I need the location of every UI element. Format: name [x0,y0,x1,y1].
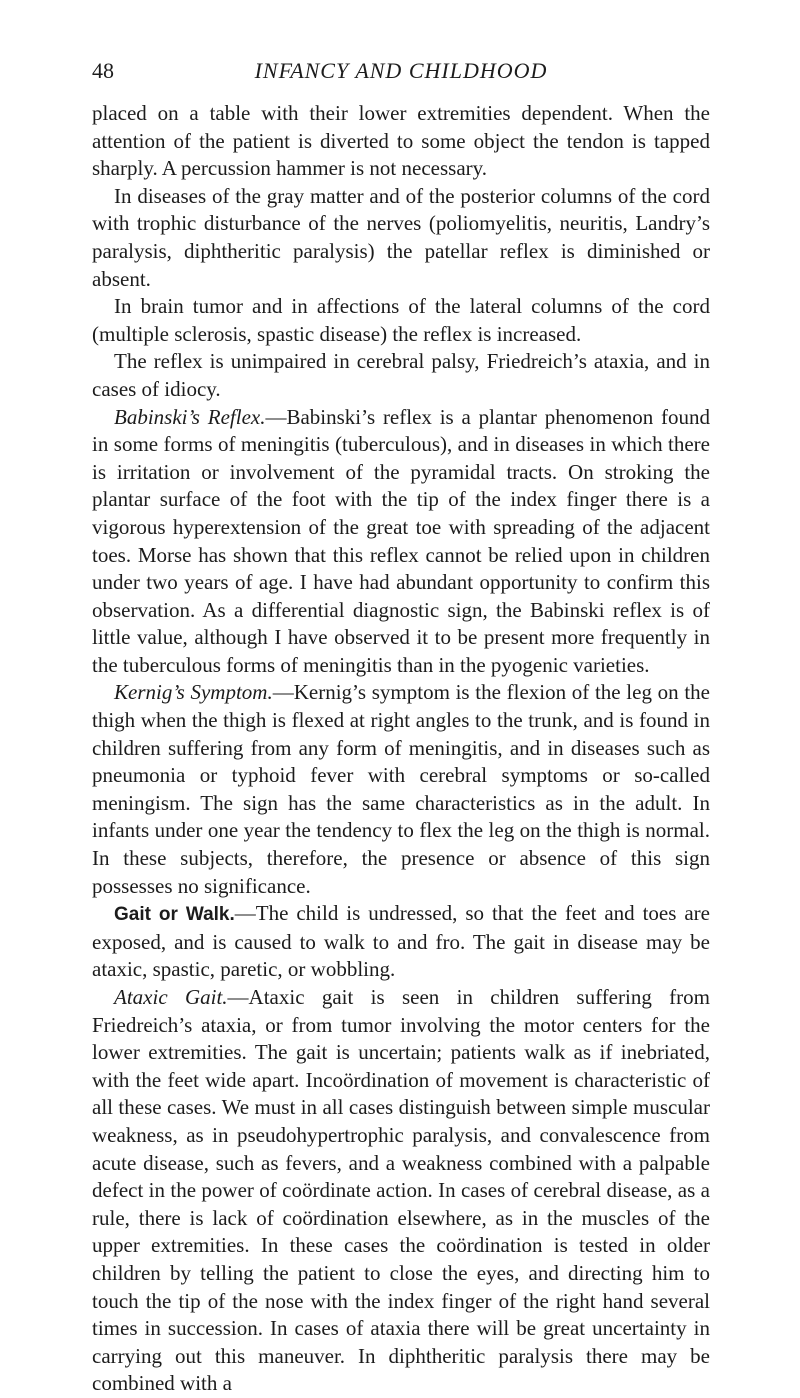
page-number: 48 [92,58,114,83]
paragraph-babinski [92,404,710,680]
paragraph-text: The reflex is unimpaired in cerebral palsy, Friedreich’s ataxia, and in cases of idiocy. [92,349,710,401]
paragraph-kernig [92,679,710,900]
paragraph-gait [92,900,710,984]
paragraph-ataxic-gait [92,984,710,1398]
book-page [92,58,710,1398]
paragraph-text: In diseases of the gray matter and of the posterior columns of the cord with trophic disturbance of the nerves (poliomyelitis, neuritis, Landry’s paralysis, diphtheritic paralysis) the patellar reflex is diminished or absent. [92,183,710,291]
section-heading-gait: Gait or Walk. [114,904,235,926]
body-text [92,100,710,1398]
paragraph-text: —Kernig’s symptom is the flexion of the leg on the thigh when the thigh is flexed at right angles to the trunk, and is found in children suffering from any form of meningitis, and in diseases such as pneumonia or typhoid fever with cerebral symptoms or so-called meningism. The sign has the same characteristics as in the adult. In infants under one year the tendency to flex the leg on the thigh is normal. In these subjects, therefore, the presence or absence of this sign possesses no significance. [92,680,710,898]
section-heading-kernig: Kernig’s Symptom. [114,680,273,705]
paragraph-text: —Ataxic gait is seen in children suffering from Friedreich’s ataxia, or from tumor involving the motor centers for the lower extremities. The gait is uncertain; patients walk as if inebriated, with the feet wide apart. Incoördination of movement is characteristic of all these cases. We must in all cases distinguish between simple muscular weakness, as in pseudohypertrophic paralysis, and convalescence from acute disease, such as fevers, and a weakness combined with a palpable defect in the power of coördinate action. In cases of cerebral disease, as a rule, there is lack of coördination elsewhere, as in the muscles of the upper extremities. In these cases the coördination is tested in older children by telling the patient to close the eyes, and directing him to touch the tip of the nose with the index finger of the right hand several times in succession. In cases of ataxia there will be great uncertainty in carrying out this maneuver. In diphtheritic paralysis there may be combined with a [92,985,710,1396]
paragraph-patellar-unimpaired [92,348,710,403]
paragraph-patellar-diminished [92,183,710,293]
running-head: INFANCY AND CHILDHOOD [254,58,548,83]
paragraph-continued [92,100,710,183]
paragraph-text: —Babinski’s reflex is a plantar phenomenon found in some forms of meningitis (tuberculous), and in diseases in which there is irritation or involvement of the pyramidal tracts. On stroking the plantar surface of the foot with the tip of the index finger there is a vigorous hyperextension of the great toe with spreading of the adjacent toes. Morse has shown that this reflex cannot be relied upon in children under two years of age. I have had abundant opportunity to confirm this observation. As a differential diagnostic sign, the Babinski reflex is of little value, although I have observed it to be present more frequently in the tuberculous forms of meningitis than in the pyogenic varieties. [92,404,710,677]
section-heading-babinski: Babinski’s Reflex. [114,404,266,429]
paragraph-text: In brain tumor and in affections of the lateral columns of the cord (multiple sclerosis, spastic disease) the reflex is increased. [92,294,710,346]
paragraph-text: —The child is undressed, so that the feet and toes are exposed, and is caused to walk to and fro. The gait in disease may be ataxic, spastic, paretic, or wobbling. [92,901,710,982]
paragraph-patellar-increased [92,293,710,348]
paragraph-text: placed on a table with their lower extremities dependent. When the attention of the patient is diverted to some object the tendon is tapped sharply. A percussion hammer is not necessary. [92,101,710,181]
section-heading-ataxic-gait: Ataxic Gait. [114,985,228,1009]
page-header [92,58,710,92]
